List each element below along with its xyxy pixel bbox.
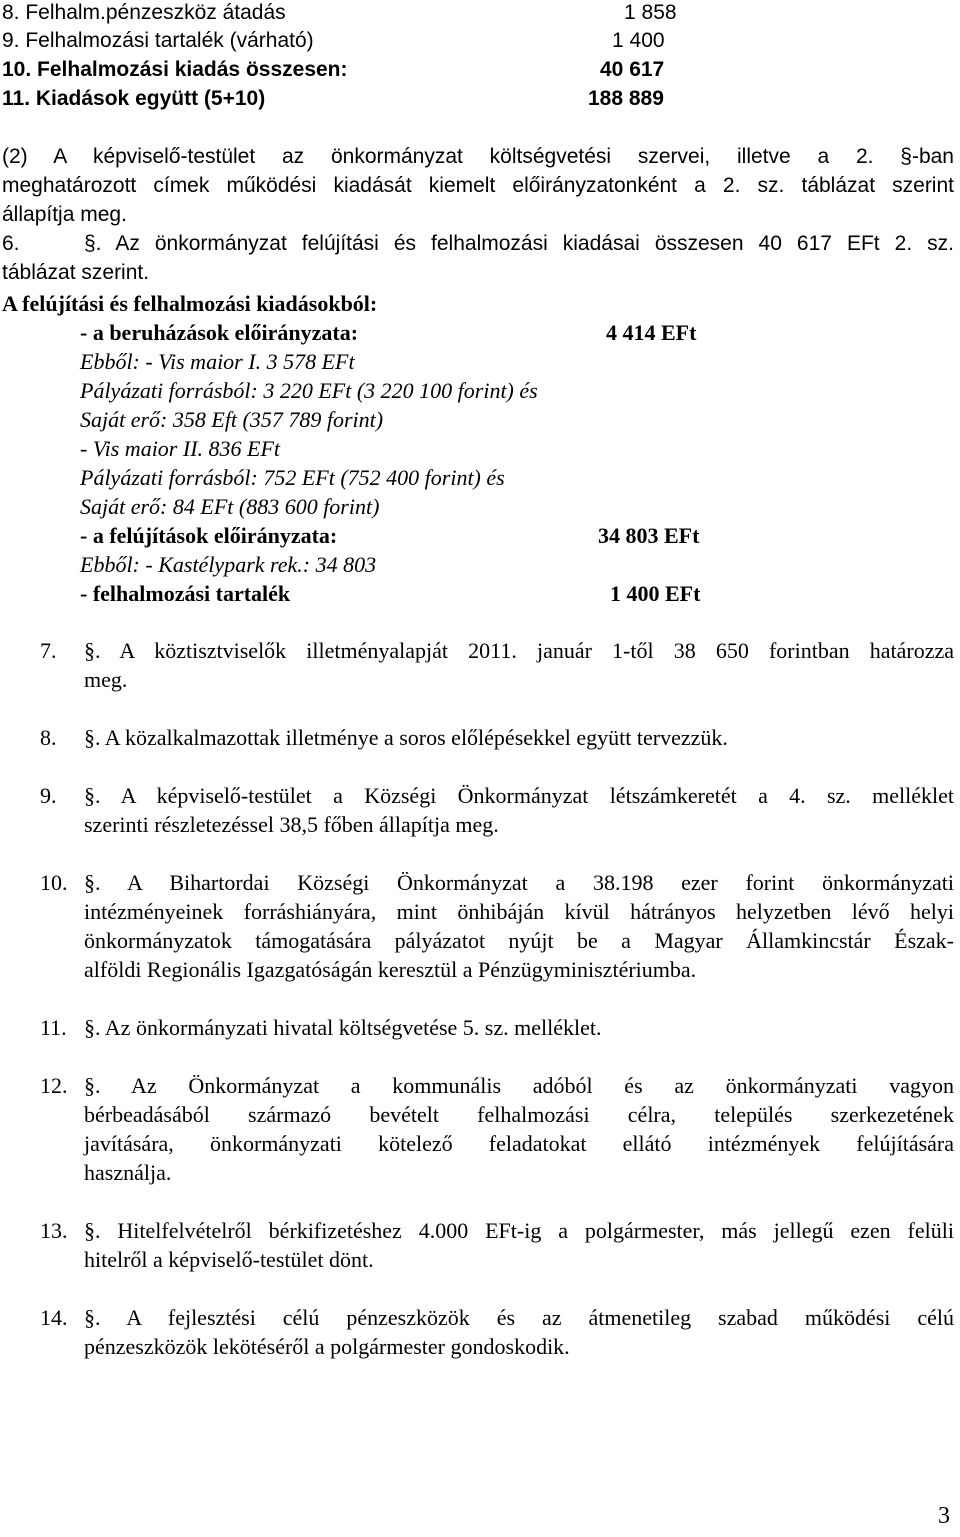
kastelypark-line: Ebből: - Kastélypark rek.: 34 803 [80,552,377,577]
section-text: §. A fejlesztési célú pénzeszközök és az átmenetileg szabad működési célú [84,1305,954,1330]
page-number: 3 [938,1503,950,1529]
section-text: intézményeinek forráshiányára, mint önhibáján kívül hátrányos helyzetben lévő helyi [84,899,954,924]
row-value: 188 889 [588,87,664,110]
tartalek-value: 1 400 EFt [610,581,701,606]
vis-maior-1-sajat: Saját erő: 358 Eft (357 789 forint) [80,407,384,432]
section-text: §. Az Önkormányzat a kommunális adóból és az önkormányzati vagyon [84,1073,954,1098]
section-number: 9. [40,783,57,808]
section-text: meg. [84,667,128,692]
section-text: táblázat szerint. [2,261,150,284]
row-label: 8. Felhalm.pénzeszköz átadás [2,1,286,24]
vis-maior-2-title: - Vis maior II. 836 EFt [80,436,281,461]
section-text: §. A közalkalmazottak illetménye a soros előlépésekkel együtt tervezzük. [84,725,728,750]
paragraph-2-line: állapítja meg. [2,203,127,226]
beruhazas-value: 4 414 EFt [606,320,697,345]
tartalek-label: - felhalmozási tartalék [80,581,291,606]
section-number: 14. [40,1305,68,1330]
vis-maior-1-palyazat: Pályázati forrásból: 3 220 EFt (3 220 100 forint) és [80,378,538,403]
section-number: 8. [40,725,57,750]
section-number: 13. [40,1218,68,1243]
section-number: 11. [40,1015,67,1040]
table-row [2,56,348,84]
section-text: §. A képviselő-testület a Községi Önkormányzat létszámkeretét a 4. sz. melléklet [84,783,954,808]
table-row [2,85,265,113]
section-heading: A felújítási és felhalmozási kiadásokból: [2,291,378,316]
vis-maior-2-palyazat: Pályázati forrásból: 752 EFt (752 400 forint) és [80,465,505,490]
row-value: 1 858 [624,1,677,24]
beruhazas-label: - a beruházások előirányzata: [80,320,359,345]
section-text: §. Az önkormányzati hivatal költségvetése 5. sz. melléklet. [84,1015,602,1040]
section-text: §. A köztisztviselők illetményalapját 2011. január 1-től 38 650 forintban határozza [84,638,954,663]
section-text: hitelről a képviselő-testület dönt. [84,1247,374,1272]
felujitas-value: 34 803 EFt [598,523,700,548]
vis-maior-1-title: Ebből: - Vis maior I. 3 578 EFt [80,349,355,374]
section-text: javítására, önkormányzati kötelező feladatokat ellátó intézmények felújítására [84,1131,954,1156]
table-row [2,27,314,55]
section-text: pénzeszközök lekötéséről a polgármester gondoskodik. [84,1334,570,1359]
section-text: bérbeadásából származó bevételt felhalmozási célra, település szerkezetének [84,1102,954,1127]
row-label: 10. Felhalmozási kiadás összesen: [2,58,348,81]
section-text: szerinti részletezéssel 38,5 főben állapítja meg. [84,812,499,837]
section-text: használja. [84,1160,172,1185]
row-label: 9. Felhalmozási tartalék (várható) [2,29,314,52]
row-value: 1 400 [612,29,665,52]
row-value: 40 617 [600,58,665,81]
section-text: §. Az önkormányzat felújítási és felhalmozási kiadásai összesen 40 617 EFt 2. sz. [84,232,954,255]
felujitas-label: - a felújítások előirányzata: [80,523,338,548]
section-text: önkormányzatok támogatására pályázatot nyújt be a Magyar Államkincstár Észak- [84,928,954,953]
section-text: alföldi Regionális Igazgatóságán keresztül a Pénzügyminisztériumba. [84,957,697,982]
table-row [2,0,286,27]
paragraph-2-line: meghatározott címek működési kiadását kiemelt előirányzatonként a 2. sz. táblázat szerint [2,174,954,197]
section-number: 6. [2,232,20,255]
section-text: §. Hitelfelvételről bérkifizetéshez 4.000 EFt-ig a polgármester, más jellegű ezen felüli [84,1218,954,1243]
section-text: §. A Bihartordai Községi Önkormányzat a 38.198 ezer forint önkormányzati [84,870,954,895]
section-number: 7. [40,638,57,663]
section-number: 10. [40,870,68,895]
row-label: 11. Kiadások együtt (5+10) [2,87,266,110]
paragraph-2-line: (2) A képviselő-testület az önkormányzat költségvetési szervei, illetve a 2. §-ban [2,145,954,168]
section-number: 12. [40,1073,68,1098]
vis-maior-2-sajat: Saját erő: 84 EFt (883 600 forint) [80,494,380,519]
